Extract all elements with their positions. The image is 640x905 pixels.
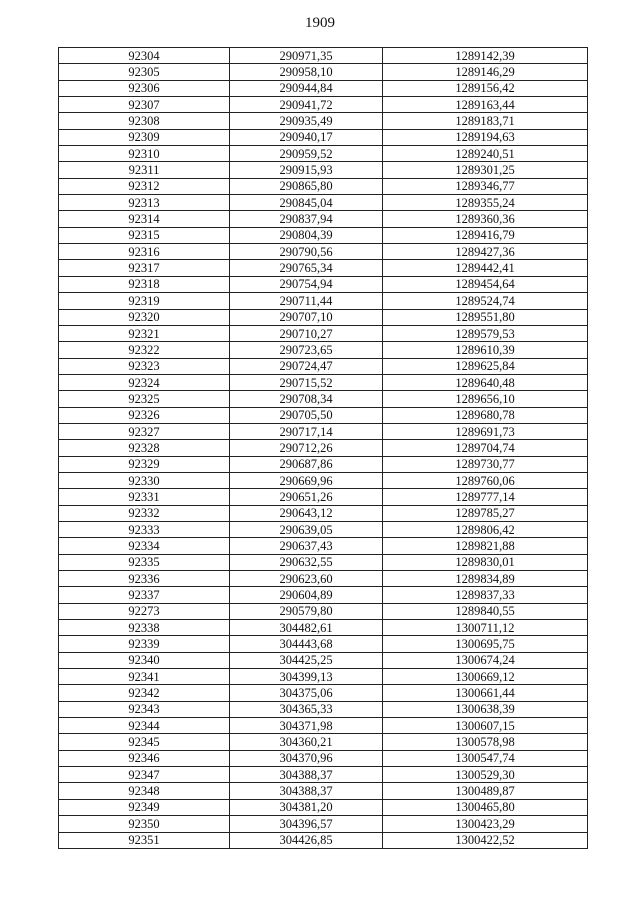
y-coordinate-cell: 1289142,39 [383,48,588,64]
point-number-cell: 92316 [59,244,230,260]
x-coordinate-cell: 290723,65 [230,342,383,358]
table-row [59,750,588,766]
y-coordinate-cell: 1289691,73 [383,423,588,439]
table-row [59,669,588,685]
x-coordinate-cell: 290865,80 [230,178,383,194]
table-row [59,129,588,145]
x-coordinate-cell: 304399,13 [230,669,383,685]
point-number-cell: 92327 [59,423,230,439]
x-coordinate-cell: 290687,86 [230,456,383,472]
point-number-cell: 92273 [59,603,230,619]
point-number-cell: 92342 [59,685,230,701]
y-coordinate-cell: 1300695,75 [383,636,588,652]
point-number-cell: 92331 [59,489,230,505]
point-number-cell: 92318 [59,276,230,292]
y-coordinate-cell: 1300578,98 [383,734,588,750]
point-number-cell: 92309 [59,129,230,145]
y-coordinate-cell: 1289834,89 [383,571,588,587]
x-coordinate-cell: 290935,49 [230,113,383,129]
y-coordinate-cell: 1289704,74 [383,440,588,456]
table-row [59,734,588,750]
point-number-cell: 92338 [59,620,230,636]
point-number-cell: 92332 [59,505,230,521]
x-coordinate-cell: 290958,10 [230,64,383,80]
point-number-cell: 92335 [59,554,230,570]
table-row [59,767,588,783]
point-number-cell: 92351 [59,832,230,848]
x-coordinate-cell: 290959,52 [230,146,383,162]
table-row [59,374,588,390]
point-number-cell: 92306 [59,80,230,96]
x-coordinate-cell: 290643,12 [230,505,383,521]
x-coordinate-cell: 290708,34 [230,391,383,407]
x-coordinate-cell: 290944,84 [230,80,383,96]
y-coordinate-cell: 1289680,78 [383,407,588,423]
point-number-cell: 92324 [59,374,230,390]
y-coordinate-cell: 1289840,55 [383,603,588,619]
y-coordinate-cell: 1289821,88 [383,538,588,554]
point-number-cell: 92350 [59,816,230,832]
x-coordinate-cell: 290724,47 [230,358,383,374]
table-row [59,832,588,848]
page-number: 1909 [305,15,335,31]
table-row [59,423,588,439]
y-coordinate-cell: 1300422,52 [383,832,588,848]
y-coordinate-cell: 1289442,41 [383,260,588,276]
y-coordinate-cell: 1289416,79 [383,227,588,243]
point-number-cell: 92349 [59,799,230,815]
table-row [59,293,588,309]
x-coordinate-cell: 290790,56 [230,244,383,260]
point-number-cell: 92311 [59,162,230,178]
x-coordinate-cell: 290717,14 [230,423,383,439]
point-number-cell: 92326 [59,407,230,423]
y-coordinate-cell: 1289837,33 [383,587,588,603]
x-coordinate-cell: 290837,94 [230,211,383,227]
table-row [59,358,588,374]
point-number-cell: 92340 [59,652,230,668]
y-coordinate-cell: 1289806,42 [383,521,588,537]
y-coordinate-cell: 1289730,77 [383,456,588,472]
table-row [59,799,588,815]
point-number-cell: 92321 [59,325,230,341]
x-coordinate-cell: 304375,06 [230,685,383,701]
table-row [59,718,588,734]
y-coordinate-cell: 1300423,29 [383,816,588,832]
table-row [59,178,588,194]
x-coordinate-cell: 290707,10 [230,309,383,325]
point-number-cell: 92341 [59,669,230,685]
table-row [59,227,588,243]
point-number-cell: 92329 [59,456,230,472]
x-coordinate-cell: 304482,61 [230,620,383,636]
x-coordinate-cell: 290715,52 [230,374,383,390]
y-coordinate-cell: 1289240,51 [383,146,588,162]
table-row [59,489,588,505]
point-number-cell: 92328 [59,440,230,456]
point-number-cell: 92322 [59,342,230,358]
table-row [59,456,588,472]
table-row [59,48,588,64]
x-coordinate-cell: 290623,60 [230,571,383,587]
table-row [59,652,588,668]
x-coordinate-cell: 304370,96 [230,750,383,766]
table-row [59,554,588,570]
point-number-cell: 92330 [59,472,230,488]
table-row [59,211,588,227]
point-number-cell: 92336 [59,571,230,587]
point-number-cell: 92344 [59,718,230,734]
x-coordinate-cell: 290971,35 [230,48,383,64]
point-number-cell: 92345 [59,734,230,750]
x-coordinate-cell: 304426,85 [230,832,383,848]
table-row [59,505,588,521]
y-coordinate-cell: 1300547,74 [383,750,588,766]
point-number-cell: 92347 [59,767,230,783]
x-coordinate-cell: 304381,20 [230,799,383,815]
table-row [59,603,588,619]
table-row [59,816,588,832]
table-row [59,472,588,488]
table-row [59,113,588,129]
table-row [59,97,588,113]
x-coordinate-cell: 290915,93 [230,162,383,178]
point-number-cell: 92348 [59,783,230,799]
y-coordinate-cell: 1300674,24 [383,652,588,668]
table-row [59,440,588,456]
y-coordinate-cell: 1289454,64 [383,276,588,292]
coordinates-table [58,47,588,849]
point-number-cell: 92313 [59,195,230,211]
table-row [59,342,588,358]
x-coordinate-cell: 290651,26 [230,489,383,505]
x-coordinate-cell: 290754,94 [230,276,383,292]
table-row [59,587,588,603]
x-coordinate-cell: 290845,04 [230,195,383,211]
y-coordinate-cell: 1300607,15 [383,718,588,734]
table-row [59,244,588,260]
y-coordinate-cell: 1300489,87 [383,783,588,799]
table-row [59,64,588,80]
y-coordinate-cell: 1289194,63 [383,129,588,145]
x-coordinate-cell: 290669,96 [230,472,383,488]
table-row [59,538,588,554]
point-number-cell: 92312 [59,178,230,194]
y-coordinate-cell: 1289785,27 [383,505,588,521]
y-coordinate-cell: 1300465,80 [383,799,588,815]
point-number-cell: 92304 [59,48,230,64]
table-row [59,783,588,799]
point-number-cell: 92346 [59,750,230,766]
point-number-cell: 92334 [59,538,230,554]
x-coordinate-cell: 290765,34 [230,260,383,276]
point-number-cell: 92343 [59,701,230,717]
point-number-cell: 92315 [59,227,230,243]
y-coordinate-cell: 1289777,14 [383,489,588,505]
y-coordinate-cell: 1300661,44 [383,685,588,701]
point-number-cell: 92307 [59,97,230,113]
y-coordinate-cell: 1300638,39 [383,701,588,717]
y-coordinate-cell: 1289346,77 [383,178,588,194]
table-row [59,636,588,652]
table-row [59,391,588,407]
y-coordinate-cell: 1289610,39 [383,342,588,358]
x-coordinate-cell: 304365,33 [230,701,383,717]
x-coordinate-cell: 290637,43 [230,538,383,554]
table-row [59,260,588,276]
x-coordinate-cell: 304388,37 [230,767,383,783]
x-coordinate-cell: 290579,80 [230,603,383,619]
x-coordinate-cell: 290639,05 [230,521,383,537]
point-number-cell: 92339 [59,636,230,652]
y-coordinate-cell: 1289640,48 [383,374,588,390]
x-coordinate-cell: 290711,44 [230,293,383,309]
point-number-cell: 92308 [59,113,230,129]
y-coordinate-cell: 1300669,12 [383,669,588,685]
point-number-cell: 92337 [59,587,230,603]
point-number-cell: 92333 [59,521,230,537]
x-coordinate-cell: 290804,39 [230,227,383,243]
y-coordinate-cell: 1289156,42 [383,80,588,96]
y-coordinate-cell: 1289656,10 [383,391,588,407]
y-coordinate-cell: 1289579,53 [383,325,588,341]
point-number-cell: 92305 [59,64,230,80]
y-coordinate-cell: 1289830,01 [383,554,588,570]
x-coordinate-cell: 304360,21 [230,734,383,750]
y-coordinate-cell: 1300711,12 [383,620,588,636]
y-coordinate-cell: 1289625,84 [383,358,588,374]
x-coordinate-cell: 304388,37 [230,783,383,799]
y-coordinate-cell: 1289146,29 [383,64,588,80]
table-row [59,701,588,717]
point-number-cell: 92314 [59,211,230,227]
table-row [59,162,588,178]
table-row [59,407,588,423]
x-coordinate-cell: 290710,27 [230,325,383,341]
y-coordinate-cell: 1289524,74 [383,293,588,309]
x-coordinate-cell: 290632,55 [230,554,383,570]
coordinates-table-body [59,48,588,849]
table-row [59,80,588,96]
point-number-cell: 92323 [59,358,230,374]
table-row [59,276,588,292]
table-row [59,325,588,341]
x-coordinate-cell: 304396,57 [230,816,383,832]
y-coordinate-cell: 1289760,06 [383,472,588,488]
table-row [59,195,588,211]
y-coordinate-cell: 1289427,36 [383,244,588,260]
table-row [59,309,588,325]
x-coordinate-cell: 304425,25 [230,652,383,668]
y-coordinate-cell: 1289301,25 [383,162,588,178]
y-coordinate-cell: 1289355,24 [383,195,588,211]
y-coordinate-cell: 1289551,80 [383,309,588,325]
table-row [59,620,588,636]
x-coordinate-cell: 290941,72 [230,97,383,113]
point-number-cell: 92325 [59,391,230,407]
y-coordinate-cell: 1289163,44 [383,97,588,113]
x-coordinate-cell: 290705,50 [230,407,383,423]
table-row [59,521,588,537]
x-coordinate-cell: 304443,68 [230,636,383,652]
table-row [59,571,588,587]
y-coordinate-cell: 1289360,36 [383,211,588,227]
x-coordinate-cell: 290712,26 [230,440,383,456]
point-number-cell: 92320 [59,309,230,325]
x-coordinate-cell: 290940,17 [230,129,383,145]
y-coordinate-cell: 1300529,30 [383,767,588,783]
x-coordinate-cell: 290604,89 [230,587,383,603]
point-number-cell: 92319 [59,293,230,309]
x-coordinate-cell: 304371,98 [230,718,383,734]
table-row [59,146,588,162]
table-row [59,685,588,701]
point-number-cell: 92317 [59,260,230,276]
y-coordinate-cell: 1289183,71 [383,113,588,129]
point-number-cell: 92310 [59,146,230,162]
